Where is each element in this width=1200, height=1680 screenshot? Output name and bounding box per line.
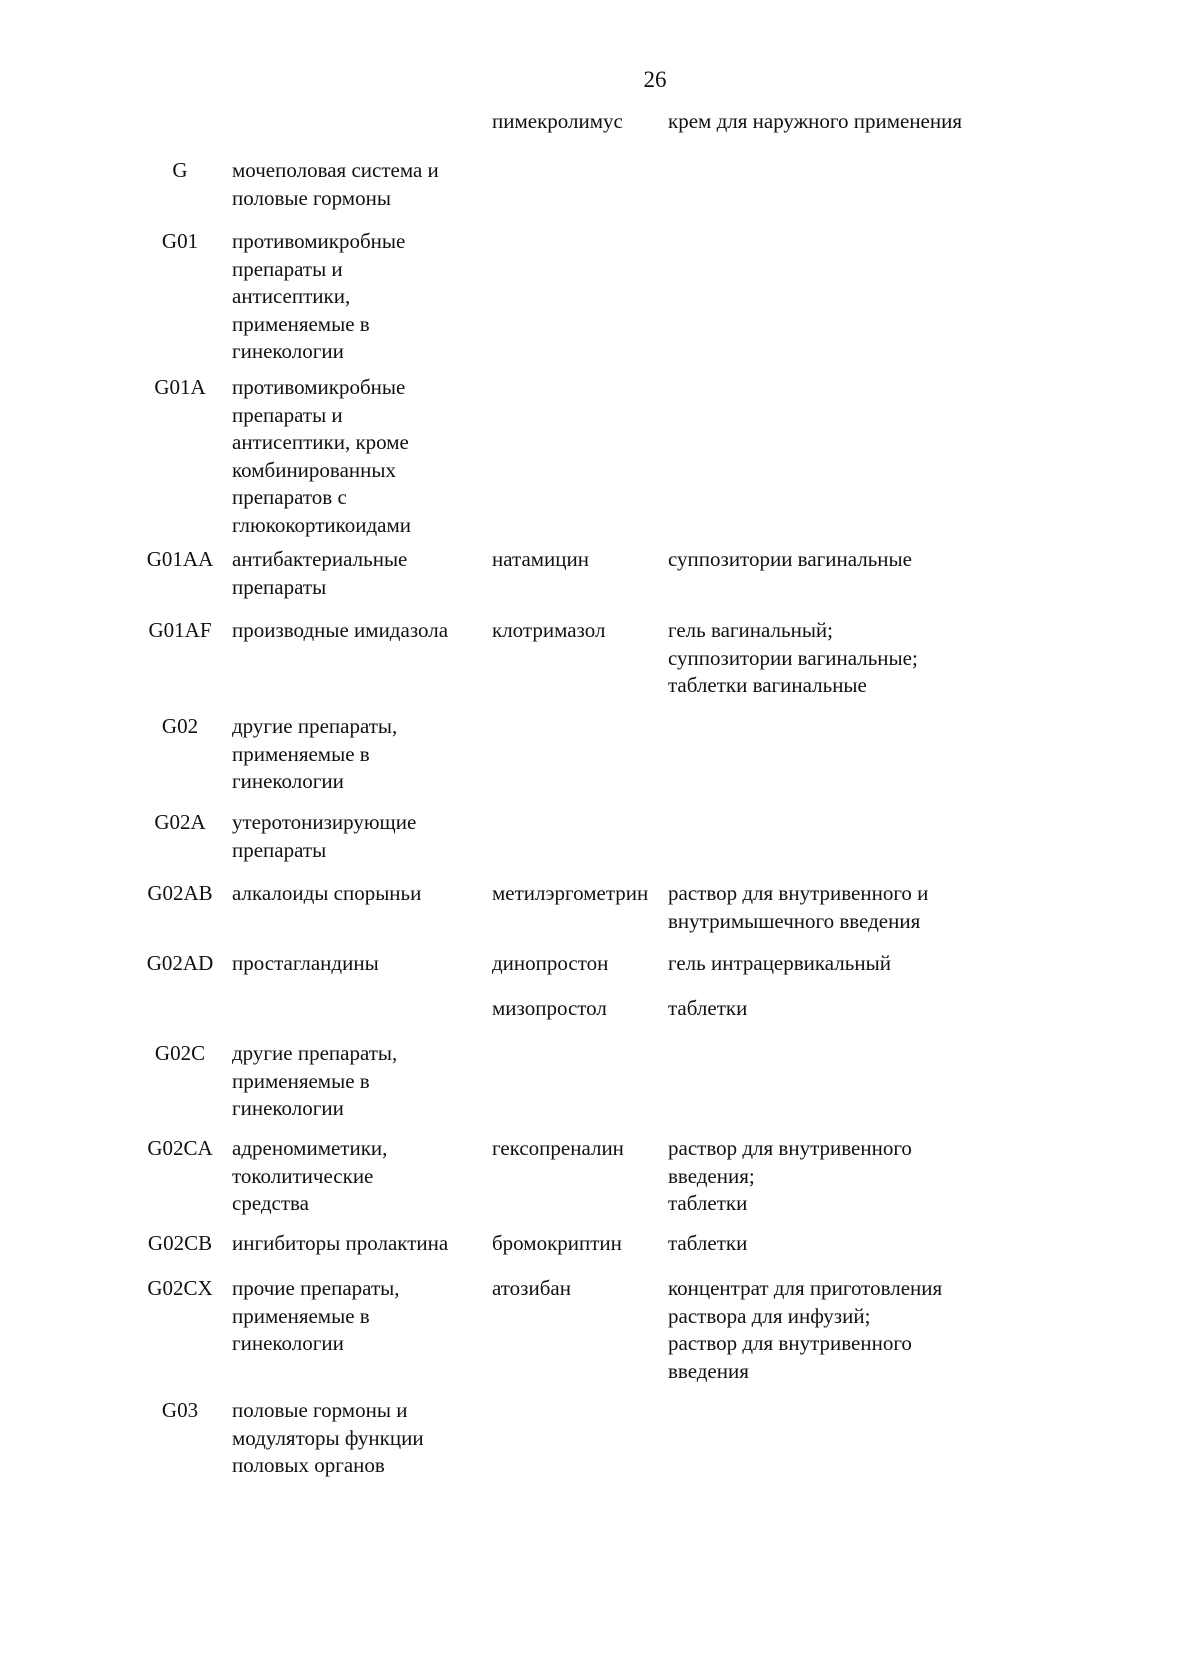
group-description	[232, 1040, 492, 1123]
description-line: применяемые в	[232, 1068, 370, 1093]
atc-code: G02CX	[147, 1276, 213, 1300]
atc-code: G01AA	[146, 547, 214, 571]
group-description	[232, 1230, 492, 1258]
description-line: препараты и	[232, 256, 343, 281]
description-line: другие препараты,	[232, 1041, 398, 1065]
dosage-form-line: внутримышечного введения	[668, 908, 921, 933]
drug-name: атозибан	[492, 1276, 571, 1300]
group-description	[232, 713, 492, 796]
group-description	[232, 1397, 492, 1480]
dosage-forms	[668, 1275, 1008, 1385]
atc-code: G01	[161, 229, 199, 253]
description-line: препараты	[232, 837, 327, 862]
atc-code: G01AF	[148, 618, 212, 642]
description-line: утеротонизирующие	[232, 810, 417, 834]
description-line: адреномиметики,	[232, 1136, 388, 1160]
dosage-forms	[668, 1230, 1008, 1258]
atc-code: G	[172, 158, 188, 182]
description-line: антисептики, кроме	[232, 430, 409, 454]
dosage-form-line: таблетки	[668, 1191, 748, 1215]
group-description	[232, 546, 492, 601]
description-line: применяемые в	[232, 1303, 370, 1328]
atc-code: G02C	[154, 1041, 206, 1065]
description-line: прочие препараты,	[232, 1276, 400, 1300]
drug-name: пимекролимус	[492, 109, 623, 133]
dosage-form-line: крем для наружного применения	[668, 109, 963, 133]
description-line: глюкокортикоидами	[232, 512, 412, 537]
description-line: простагландины	[232, 951, 379, 975]
atc-code: G02A	[154, 810, 206, 834]
group-description	[232, 617, 492, 645]
dosage-forms	[668, 108, 1008, 136]
description-line: гинекологии	[232, 769, 344, 793]
dosage-forms	[668, 995, 1008, 1023]
description-line: половые гормоны	[232, 185, 391, 210]
dosage-forms	[668, 1135, 1008, 1218]
dosage-forms	[668, 546, 1008, 574]
group-description	[232, 880, 492, 908]
dosage-forms	[668, 880, 1008, 935]
atc-code: G02AB	[147, 881, 213, 905]
drug-name: метилэргометрин	[492, 881, 649, 905]
dosage-form-line: гель вагинальный;	[668, 618, 833, 642]
description-line: противомикробные	[232, 229, 406, 253]
group-description	[232, 1275, 492, 1358]
dosage-form-line: раствор для внутривенного и	[668, 881, 929, 905]
group-description	[232, 809, 492, 864]
group-description	[232, 157, 492, 212]
atc-code: G02CB	[147, 1231, 213, 1255]
drug-name: динопростон	[492, 951, 609, 975]
description-line: гинекологии	[232, 1096, 344, 1120]
dosage-form-line: суппозитории вагинальные;	[668, 645, 918, 670]
drug-name: натамицин	[492, 547, 590, 571]
dosage-form-line: введения	[668, 1358, 749, 1383]
description-line: ингибиторы пролактина	[232, 1231, 449, 1255]
dosage-form-line: введения;	[668, 1163, 755, 1188]
description-line: препараты и	[232, 402, 343, 427]
description-line: производные имидазола	[232, 618, 449, 642]
description-line: средства	[232, 1191, 310, 1215]
dosage-form-line: суппозитории вагинальные	[668, 547, 912, 571]
group-description	[232, 950, 492, 978]
drug-name: мизопростол	[492, 996, 607, 1020]
description-line: гинекологии	[232, 1331, 344, 1355]
dosage-form-line: таблетки	[668, 1231, 748, 1255]
page-number: 26	[643, 67, 667, 92]
description-line: препаратов с	[232, 485, 347, 509]
drug-name: гексопреналин	[492, 1136, 624, 1160]
atc-code: G01A	[154, 375, 206, 399]
description-line: антибактериальные	[232, 547, 408, 571]
description-line: комбинированных	[232, 457, 396, 482]
group-description	[232, 228, 492, 366]
group-description	[232, 374, 492, 539]
description-line: токолитические	[232, 1163, 374, 1188]
dosage-form-line: таблетки вагинальные	[668, 673, 867, 697]
description-line: мочеполовая система и	[232, 158, 439, 182]
description-line: гинекологии	[232, 339, 344, 363]
dosage-form-line: раствор для внутривенного	[668, 1331, 912, 1355]
atc-code: G02CA	[147, 1136, 213, 1160]
dosage-form-line: концентрат для приготовления	[668, 1276, 943, 1300]
description-line: половые гормоны и	[232, 1398, 408, 1422]
dosage-form-line: гель интрацервикальный	[668, 951, 891, 975]
atc-code: G02AD	[146, 951, 214, 975]
dosage-form-line: раствора для инфузий;	[668, 1303, 871, 1328]
description-line: препараты	[232, 574, 327, 599]
description-line: другие препараты,	[232, 714, 398, 738]
dosage-form-line: раствор для внутривенного	[668, 1136, 912, 1160]
dosage-forms	[668, 950, 1008, 978]
description-line: применяемые в	[232, 311, 370, 336]
atc-code: G02	[161, 714, 199, 738]
dosage-form-line: таблетки	[668, 996, 748, 1020]
description-line: половых органов	[232, 1453, 385, 1477]
drug-name: бромокриптин	[492, 1231, 622, 1255]
drug-name: клотримазол	[492, 618, 606, 642]
description-line: антисептики,	[232, 284, 351, 308]
group-description	[232, 1135, 492, 1218]
atc-code: G03	[161, 1398, 199, 1422]
description-line: противомикробные	[232, 375, 406, 399]
description-line: алкалоиды спорыньи	[232, 881, 422, 905]
description-line: применяемые в	[232, 741, 370, 766]
description-line: модуляторы функции	[232, 1425, 424, 1450]
dosage-forms	[668, 617, 1008, 700]
